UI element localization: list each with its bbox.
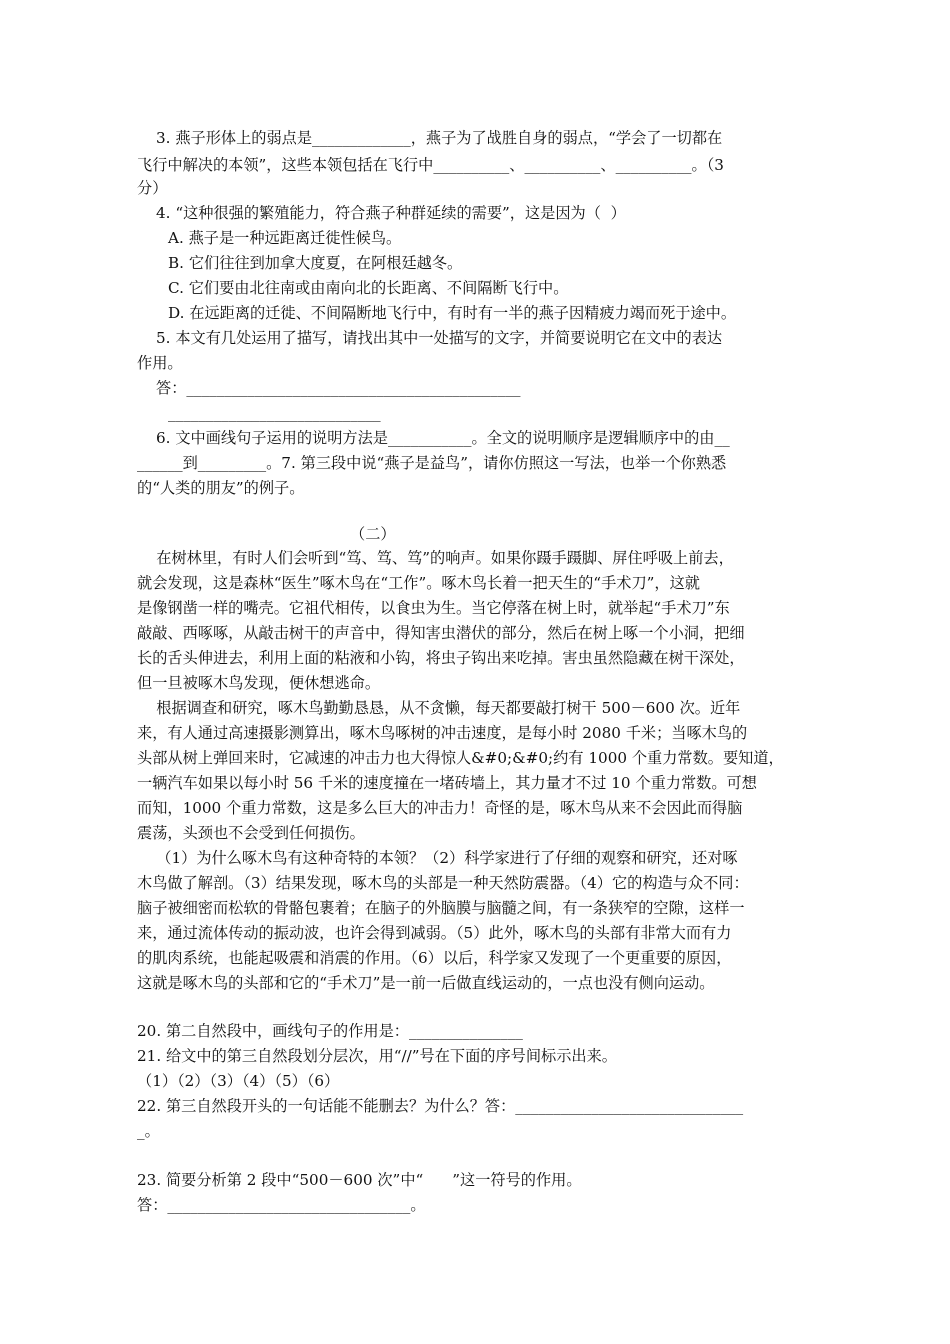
q4-option-b: B. 它们往往到加拿大度夏，在阿根廷越冬。 bbox=[168, 254, 463, 272]
q20: 20. 第二自然段中，画线句子的作用是：_______________ bbox=[137, 1022, 523, 1040]
para3-line-1: （1）为什么啄木鸟有这种奇特的本领？（2）科学家进行了仔细的观察和研究，还对啄 bbox=[137, 849, 738, 867]
q5-line-2: 作用。 bbox=[137, 354, 183, 372]
q3-line-1: 3. 燕子形体上的弱点是_____________，燕子为了战胜自身的弱点，“学会了一切都在 bbox=[156, 129, 723, 147]
q4-question: 4. “这种很强的繁殖能力，符合燕子种群延续的需要”，这是因为（ ） bbox=[156, 204, 626, 222]
q22-line-1: 22. 第三自然段开头的一句话能不能删去？为什么？答：______________________________ bbox=[137, 1097, 744, 1115]
para1-line-2: 就会发现，这是森林“医生”啄木鸟在“工作”。啄木鸟长着一把天生的“手术刀”，这就 bbox=[137, 574, 700, 592]
para1-line-5: 长的舌头伸进去，利用上面的粘液和小钩，将虫子钩出来吃掉。害虫虽然隐藏在树干深处， bbox=[137, 649, 745, 667]
para1-line-6: 但一旦被啄木鸟发现，便休想逃命。 bbox=[137, 674, 380, 692]
q5-answer-line-2: ____________________________ bbox=[168, 404, 381, 422]
q5-line-1: 5. 本文有几处运用了描写，请找出其中一处描写的文字，并简要说明它在文中的表达 bbox=[156, 329, 723, 347]
para1-line-1: 在树林里，有时人们会听到“笃、笃、笃”的响声。如果你蹑手蹑脚、屏住呼吸上前去， bbox=[137, 549, 734, 567]
para2-line-5: 而知，1000 个重力常数，这是多么巨大的冲击力！奇怪的是，啄木鸟从来不会因此而得脑 bbox=[137, 799, 743, 817]
para3-line-4: 来，通过流体传动的振动波，也许会得到减弱。（5）此外，啄木鸟的头部有非常大而有力 bbox=[137, 924, 732, 942]
para2-line-6: 震荡，头颈也不会受到任何损伤。 bbox=[137, 824, 365, 842]
para3-line-2: 木鸟做了解剖。（3）结果发现，啄木鸟的头部是一种天然防震器。（4）它的构造与众不同： bbox=[137, 874, 749, 892]
q4-option-d: D. 在远距离的迁徙、不间隔断地飞行中，有时有一半的燕子因精疲力竭而死于途中。 bbox=[168, 304, 737, 322]
para2-line-2: 来，有人通过高速摄影测算出，啄木鸟啄树的冲击速度，是每小时 2080 千米；当啄木鸟的 bbox=[137, 724, 748, 742]
q23-line-2: 答：________________________________。 bbox=[137, 1196, 426, 1214]
q22-line-2: _。 bbox=[137, 1122, 160, 1140]
q23-line-1: 23. 简要分析第 2 段中“500－600 次”中“ ”这一符号的作用。 bbox=[137, 1171, 582, 1189]
para3-line-5: 的肌肉系统，也能起吸震和消震的作用。（6）以后，科学家又发现了一个更重要的原因， bbox=[137, 949, 732, 967]
q4-option-a: A. 燕子是一种远距离迁徙性候鸟。 bbox=[168, 229, 402, 247]
q6-line-2: ______到_________。7. 第三段中说“燕子是益鸟”，请你仿照这一写法，也举一个你熟悉 bbox=[137, 454, 727, 472]
q5-answer-line-1: 答：____________________________________________ bbox=[156, 379, 521, 397]
para3-line-3: 脑子被细密而松软的骨骼包裹着；在脑子的外脑膜与脑髓之间，有一条狭窄的空隙，这样一 bbox=[137, 899, 745, 917]
q21: 21. 给文中的第三自然段划分层次，用“//”号在下面的序号间标示出来。 bbox=[137, 1047, 617, 1065]
q3-line-2: 飞行中解决的本领”，这些本领包括在飞行中__________、__________、__________。（3 bbox=[137, 156, 724, 174]
q3-line-3: 分） bbox=[137, 179, 168, 197]
q21-numbers: （1）（2）（3）（4）（5）（6） bbox=[137, 1072, 340, 1090]
q6-line-1: 6. 文中画线句子运用的说明方法是___________。全文的说明顺序是逻辑顺序中的由__ bbox=[156, 429, 730, 447]
para3-line-6: 这就是啄木鸟的头部和它的“手术刀”是一前一后做直线运动的，一点也没有侧向运动。 bbox=[137, 974, 715, 992]
section-heading: （二） bbox=[350, 525, 396, 543]
q6-line-3: 的“人类的朋友”的例子。 bbox=[137, 479, 305, 497]
q4-option-c: C. 它们要由北往南或由南向北的长距离、不间隔断飞行中。 bbox=[168, 279, 569, 297]
para2-line-4: 一辆汽车如果以每小时 56 千米的速度撞在一堵砖墙上，其力量才不过 10 个重力常数。可想 bbox=[137, 774, 757, 792]
para1-line-3: 是像钢凿一样的嘴壳。它祖代相传，以食虫为生。当它停落在树上时，就举起“手术刀”东 bbox=[137, 599, 730, 617]
para2-line-3: 头部从树上弹回来时，它减速的冲击力也大得惊人&#0;&#0;约有 1000 个重力常数。要知道， bbox=[137, 749, 784, 767]
para2-line-1: 根据调查和研究，啄木鸟勤勤恳恳，从不贪懒，每天都要敲打树干 500－600 次。近年 bbox=[137, 699, 741, 717]
para1-line-4: 敲敲、西啄啄，从敲击树干的声音中，得知害虫潜伏的部分，然后在树上啄一个小洞，把细 bbox=[137, 624, 745, 642]
